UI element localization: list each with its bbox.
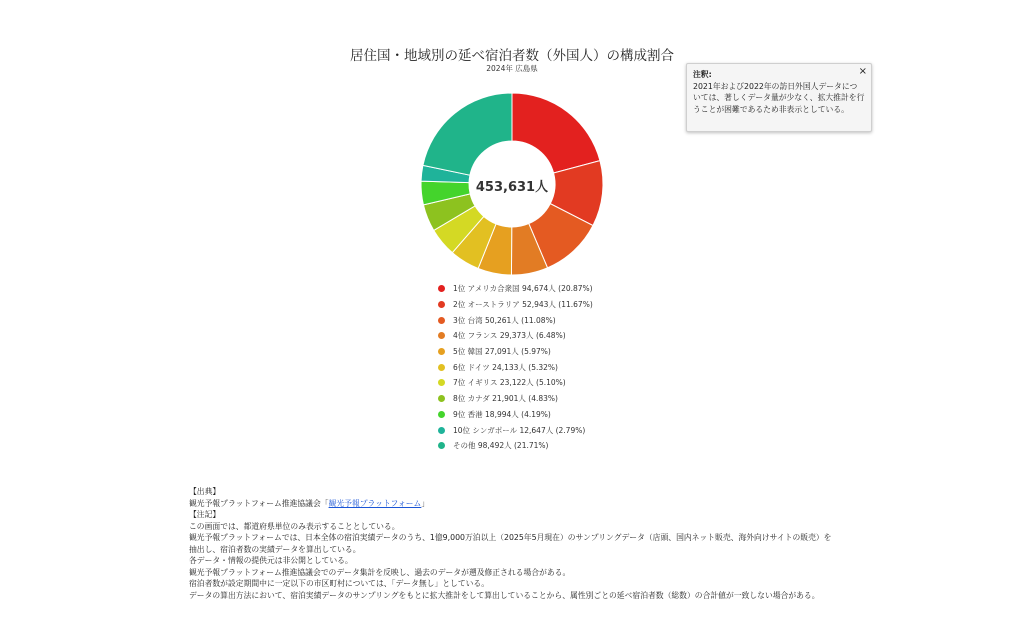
legend-label: 7位 イギリス 23,122人 (5.10%): [453, 378, 566, 388]
legend-item[interactable]: [438, 375, 608, 391]
center-total-label: 453,631人: [475, 180, 549, 195]
note-line: この画面では、都道府県単位のみ表示することとしている。: [189, 521, 400, 531]
legend-item[interactable]: [438, 281, 608, 297]
legend-item[interactable]: [438, 328, 608, 344]
legend-color-dot: [438, 285, 445, 292]
legend-color-dot: [438, 301, 445, 308]
legend-color-dot: [438, 332, 445, 339]
legend-label: 2位 オーストラリア 52,943人 (11.67%): [453, 300, 593, 310]
annotation-body: 2021年および2022年の訪日外国人データについては、著しくデータ量が少なく、拡大推計を行うことが困難であるため非表示としている。: [693, 81, 865, 114]
legend-color-dot: [438, 364, 445, 371]
legend-item[interactable]: [438, 312, 608, 328]
legend-item[interactable]: [438, 422, 608, 438]
legend-color-dot: [438, 317, 445, 324]
legend-item[interactable]: [438, 407, 608, 423]
source-heading: 【出典】: [189, 487, 221, 496]
legend-color-dot: [438, 411, 445, 418]
source-suffix: 」: [421, 498, 430, 508]
annotation-title: 注釈:: [693, 70, 712, 79]
legend-label: 4位 フランス 29,373人 (6.48%): [453, 331, 566, 341]
donut-slice-11[interactable]: [423, 93, 512, 175]
legend-color-dot: [438, 348, 445, 355]
footer-notes: [189, 486, 839, 601]
legend-label: 5位 韓国 27,091人 (5.97%): [453, 347, 551, 357]
chart-legend: [438, 281, 608, 454]
legend-color-dot: [438, 427, 445, 434]
chart-title: 居住国・地域別の延べ宿泊者数（外国人）の構成割合: [350, 48, 674, 64]
donut-slice-1[interactable]: [512, 93, 600, 173]
chart-subtitle: 2024年 広島県: [486, 64, 538, 73]
note-line: 各データ・情報の提供元は非公開としている。: [189, 556, 353, 565]
note-line: データの算出方法において、宿泊実績データのサンプリングをもとに拡大推計をして算出していることから、属性別ごとの延べ宿泊者数（総数）の合計値が一致しない場合がある。: [189, 590, 820, 600]
legend-item[interactable]: [438, 438, 608, 454]
legend-color-dot: [438, 442, 445, 449]
legend-label: 9位 香港 18,994人 (4.19%): [453, 409, 551, 419]
legend-label: 6位 ドイツ 24,133人 (5.32%): [453, 362, 558, 372]
close-icon[interactable]: ×: [858, 66, 867, 77]
legend-label: 8位 カナダ 21,901人 (4.83%): [453, 394, 558, 404]
source-prefix: 観光予報プラットフォーム推進協議会「: [189, 498, 329, 508]
notes-heading: 【注記】: [189, 510, 221, 519]
legend-label: 10位 シンガポール 12,647人 (2.79%): [453, 425, 586, 435]
legend-item[interactable]: [438, 391, 608, 407]
legend-color-dot: [438, 379, 445, 386]
legend-color-dot: [438, 395, 445, 402]
legend-item[interactable]: [438, 359, 608, 375]
source-line: [189, 498, 839, 510]
legend-item[interactable]: [438, 344, 608, 360]
source-link[interactable]: 観光予報プラットフォーム: [328, 498, 422, 508]
legend-label: 3位 台湾 50,261人 (11.08%): [453, 315, 556, 325]
note-line: 観光予報プラットフォーム推進協議会でのデータ集計を反映し、過去のデータが遡及修正される場合がある。: [189, 567, 571, 577]
legend-label: その他 98,492人 (21.71%): [453, 441, 549, 451]
annotation-tooltip: [686, 63, 872, 132]
note-line: 宿泊者数が設定期間中に一定以下の市区町村については、「データ無し」としている。: [189, 579, 490, 588]
note-line: 観光予報プラットフォームでは、日本全体の宿泊実績データのうち、1億9,000万泊以上（2025年5月現在）のサンプリングデータ（店頭、国内ネット販売、海外向けサイトの販売）を抽出し、宿泊者数の実績データを算出している。: [189, 533, 832, 554]
legend-item[interactable]: [438, 297, 608, 313]
legend-label: 1位 アメリカ合衆国 94,674人 (20.87%): [453, 284, 593, 294]
